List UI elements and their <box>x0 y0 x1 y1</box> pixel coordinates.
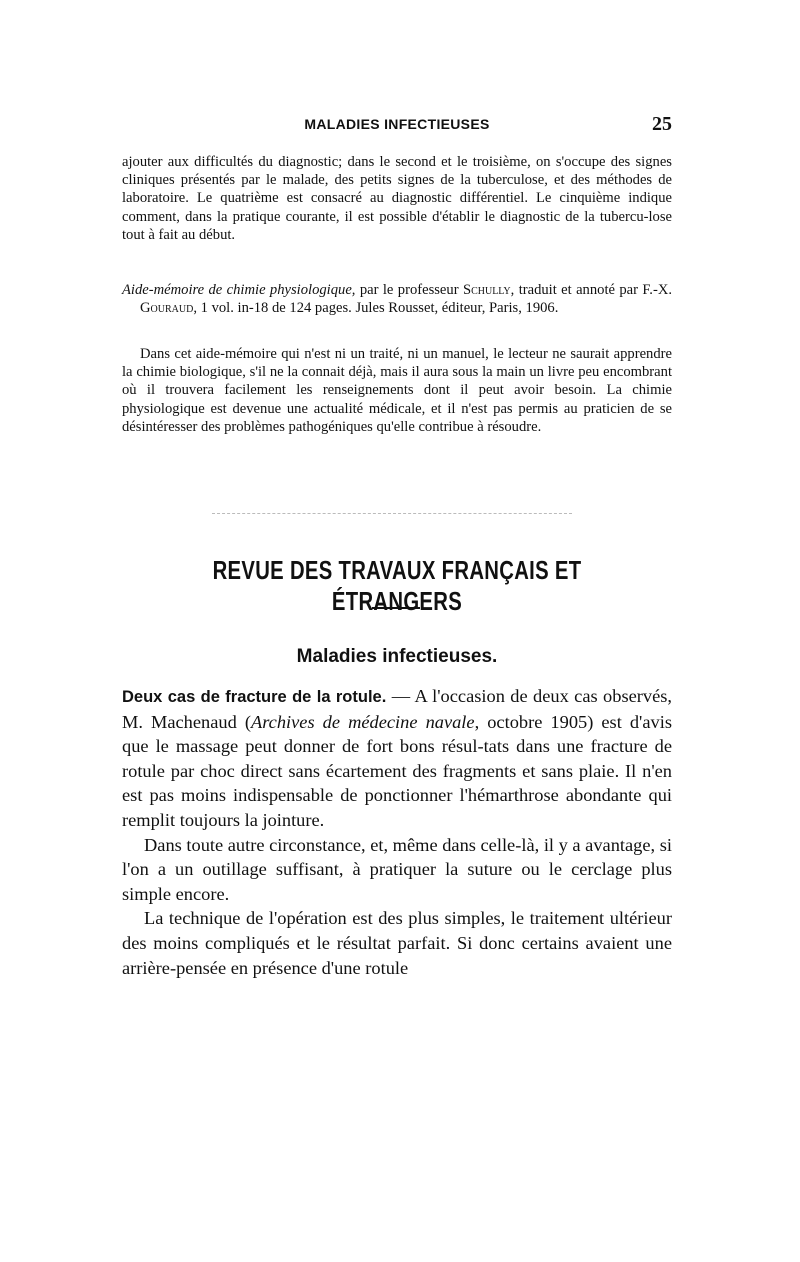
article-p1-rest: , octobre 1905) est d'avis que le massage peut donner de fort bons résul-tats dans une fracture de rotule par choc direct sans écartement des fragments et sans plaie. Il n'en est pas moins indispensable de ponctionner l'hémarthrose abondante qui remplit toujours la jointure. <box>122 711 673 830</box>
article-paragraph-3: La technique de l'opération est des plus simples, le traitement ultérieur des moins compliqués et le résultat parfait. Si donc certains avaient une arrière-pensée en présence d'une rotule <box>122 908 672 978</box>
book-entry <box>122 281 672 317</box>
article-journal: Archives de médecine navale <box>250 711 475 732</box>
article-title: Deux cas de fracture de la rotule. <box>122 688 387 706</box>
intro-text: ajouter aux difficultés du diagnostic; dans le second et le troisième, on s'occupe des signes cliniques présentés par le malade, des petits signes de la tuberculose, et des méthodes de laboratoire. Le quatrième est consacré au diagnostic différentiel. Le cinquième indique comment, dans la pratique courante, il est possible d'établir le diagnostic de la tubercu-lose tout à fait au début. <box>122 154 672 243</box>
article-paragraph-1 <box>122 684 672 833</box>
book-citation <box>122 281 672 317</box>
book-translation: traduit et annoté par F.-X. <box>518 282 673 298</box>
running-header <box>122 113 672 138</box>
book-title: Aide-mémoire de chimie physiologique, <box>122 282 356 298</box>
section-title: REVUE DES TRAVAUX FRANÇAIS ET ÉTRANGERS <box>212 555 582 616</box>
book-description-text: Dans cet aide-mémoire qui n'est ni un traité, ni un manuel, le lecteur ne saurait apprendre la chimie biologique, s'il ne la connait déjà, mais il aura sous la main un livre peu encombrant où il trouvera facilement les renseignements dont il peut avoir besoin. La chimie physiologique est devenue une actualité médicale, et il n'est pas permis au praticien de se désintéresser des problèmes pathogéniques qu'elle contribue à résoudre. <box>122 346 672 435</box>
book-details: 1 vol. in-18 de 124 pages. Jules Rousset, éditeur, Paris, 1906. <box>200 300 559 317</box>
book-description <box>122 345 672 436</box>
article-body <box>122 684 672 980</box>
article-paragraph-2: Dans toute autre circonstance, et, même dans celle-là, il y a avantage, si l'on a un outillage suffisant, à pratiquer la suture ou le cerclage plus simple encore. <box>122 834 672 904</box>
book-translator: Gouraud, <box>140 300 197 317</box>
book-author: Schully, <box>462 282 515 298</box>
page-number: 25 <box>652 113 672 135</box>
intro-paragraph <box>122 153 672 244</box>
separator-dashes <box>212 513 572 514</box>
article-p1-start: — A l'occasion de deux cas observés, M. Machenaud ( <box>122 686 672 732</box>
section-rule <box>372 607 420 609</box>
subsection-title: Maladies infectieuses. <box>296 646 498 667</box>
running-title: MALADIES INFECTIEUSES <box>304 116 490 132</box>
book-by: par le professeur <box>359 282 459 298</box>
